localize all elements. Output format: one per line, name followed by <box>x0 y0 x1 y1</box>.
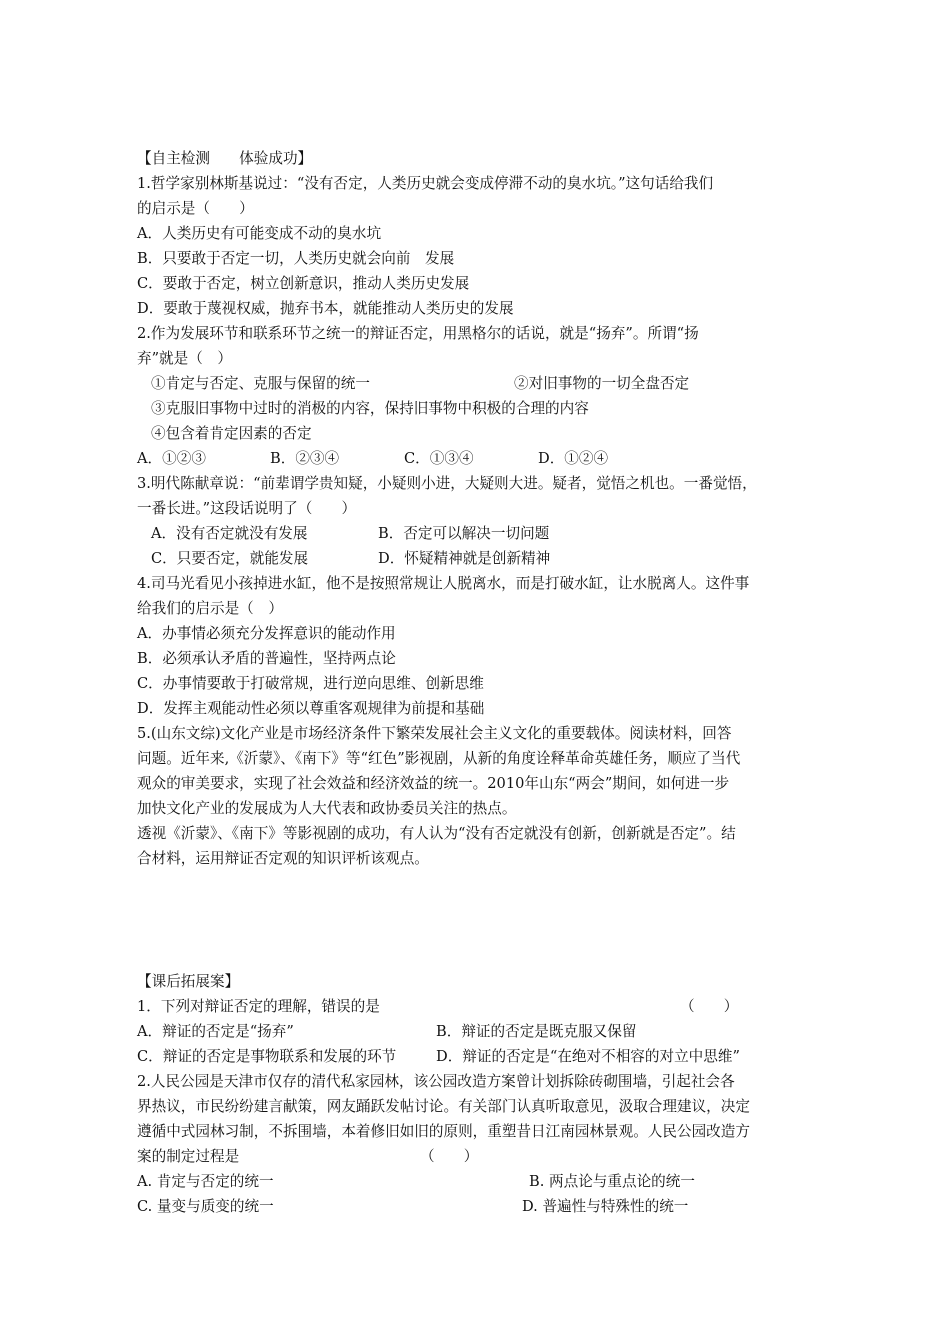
q5-line-2: 问题。近年来,《沂蒙》、《南下》等“红色”影视剧，从新的角度诠释革命英雄任务，顺应了当代 <box>137 750 741 767</box>
section-title-self-test: 【自主检测 体验成功】 <box>137 150 313 167</box>
s2-q2-line-4: 案的制定过程是 <box>137 1148 240 1165</box>
s2-q1-option-a: A．辩证的否定是“扬弃” <box>137 1023 294 1040</box>
q1-option-b: B．只要敢于否定一切，人类历史就会向前 发展 <box>137 250 455 267</box>
q5-line-4: 加快文化产业的发展成为人大代表和政协委员关注的热点。 <box>137 800 517 817</box>
s2-q1-stem: 1．下列对辩证否定的理解，错误的是 <box>137 998 380 1015</box>
q4-stem-line2: 给我们的启示是（ ） <box>137 600 283 617</box>
s2-q2-option-d: D. 普遍性与特殊性的统一 <box>522 1198 689 1215</box>
q4-option-d: D．发挥主观能动性必须以尊重客观规律为前提和基础 <box>137 700 485 717</box>
q3-option-d: D．怀疑精神就是创新精神 <box>378 550 551 567</box>
q4-option-a: A．办事情必须充分发挥意识的能动作用 <box>137 625 396 642</box>
q1-stem-line2: 的启示是（ ） <box>137 200 254 217</box>
q1-stem-line1: 1.哲学家别林斯基说过：“没有否定，人类历史就会变成停滞不动的臭水坑。”这句话给我们 <box>137 175 714 192</box>
q5-line-6: 合材料，运用辩证否定观的知识评析该观点。 <box>137 850 429 867</box>
s2-q2-line-3: 遵循中式园林习制，不拆围墙，本着修旧如旧的原则，重塑昔日江南园林景观。人民公园改造方 <box>137 1123 750 1140</box>
q5-line-1: 5.(山东文综)文化产业是市场经济条件下繁荣发展社会主义文化的重要载体。阅读材料，回答 <box>137 725 732 742</box>
s2-q2-option-c: C. 量变与质变的统一 <box>137 1198 274 1215</box>
q2-item-3: ③克服旧事物中过时的消极的内容，保持旧事物中积极的合理的内容 <box>151 400 589 417</box>
q2-option-a: A．①②③ <box>137 450 206 467</box>
q2-stem-line2: 弃”就是（ ） <box>137 350 233 367</box>
q3-option-a: A．没有否定就没有发展 <box>151 525 308 542</box>
q2-item-2: ②对旧事物的一切全盘否定 <box>514 375 690 392</box>
s2-q2-answer-paren: （ ） <box>420 1148 479 1165</box>
q1-option-c: C．要敢于否定，树立创新意识，推动人类历史发展 <box>137 275 470 292</box>
q3-option-c: C．只要否定，就能发展 <box>151 550 309 567</box>
s2-q2-line-2: 界热议，市民纷纷建言献策，网友踊跃发帖讨论。有关部门认真听取意见，汲取合理建议，决定 <box>137 1098 750 1115</box>
q4-option-b: B．必须承认矛盾的普遍性，坚持两点论 <box>137 650 396 667</box>
q4-stem-line1: 4.司马光看见小孩掉进水缸，他不是按照常规让人脱离水，而是打破水缸，让水脱离人。这件事 <box>137 575 750 592</box>
q2-stem-line1: 2.作为发展环节和联系环节之统一的辩证否定，用黑格尔的话说，就是“扬弃”。所谓“扬 <box>137 325 699 342</box>
s2-q1-answer-paren: （ ） <box>680 998 739 1015</box>
s2-q2-line-1: 2.人民公园是天津市仅存的清代私家园林，该公园改造方案曾计划拆除砖砌围墙，引起社会各 <box>137 1073 735 1090</box>
q3-stem-line2: 一番长进。”这段话说明了（ ） <box>137 500 357 517</box>
q2-option-b: B．②③④ <box>270 450 340 467</box>
q2-item-1: ①肯定与否定、克服与保留的统一 <box>151 375 370 392</box>
q2-option-c: C．①③④ <box>404 450 474 467</box>
q5-line-3: 观众的审美要求，实现了社会效益和经济效益的统一。2010年山东“两会”期间，如何进一步 <box>137 775 730 792</box>
s2-q1-option-b: B．辩证的否定是既克服又保留 <box>436 1023 637 1040</box>
s2-q2-option-b: B. 两点论与重点论的统一 <box>529 1173 695 1190</box>
q5-line-5: 透视《沂蒙》、《南下》等影视剧的成功，有人认为“没有否定就没有创新，创新就是否定”。结 <box>137 825 736 842</box>
s2-q1-option-c: C．辩证的否定是事物联系和发展的环节 <box>137 1048 397 1065</box>
q2-item-4: ④包含着肯定因素的否定 <box>151 425 312 442</box>
q2-option-d: D．①②④ <box>538 450 609 467</box>
section-title-extension: 【课后拓展案】 <box>137 973 240 990</box>
q4-option-c: C．办事情要敢于打破常规，进行逆向思维、创新思维 <box>137 675 484 692</box>
s2-q1-option-d: D．辩证的否定是“在绝对不相容的对立中思维” <box>436 1048 740 1065</box>
q3-stem-line1: 3.明代陈献章说：“前辈谓学贵知疑，小疑则小进，大疑则大进。疑者，觉悟之机也。一番觉悟， <box>137 475 757 492</box>
s2-q2-option-a: A. 肯定与否定的统一 <box>137 1173 274 1190</box>
q3-option-b: B．否定可以解决一切问题 <box>378 525 550 542</box>
q1-option-a: A．人类历史有可能变成不动的臭水坑 <box>137 225 382 242</box>
q1-option-d: D．要敢于蔑视权威，抛弃书本，就能推动人类历史的发展 <box>137 300 514 317</box>
